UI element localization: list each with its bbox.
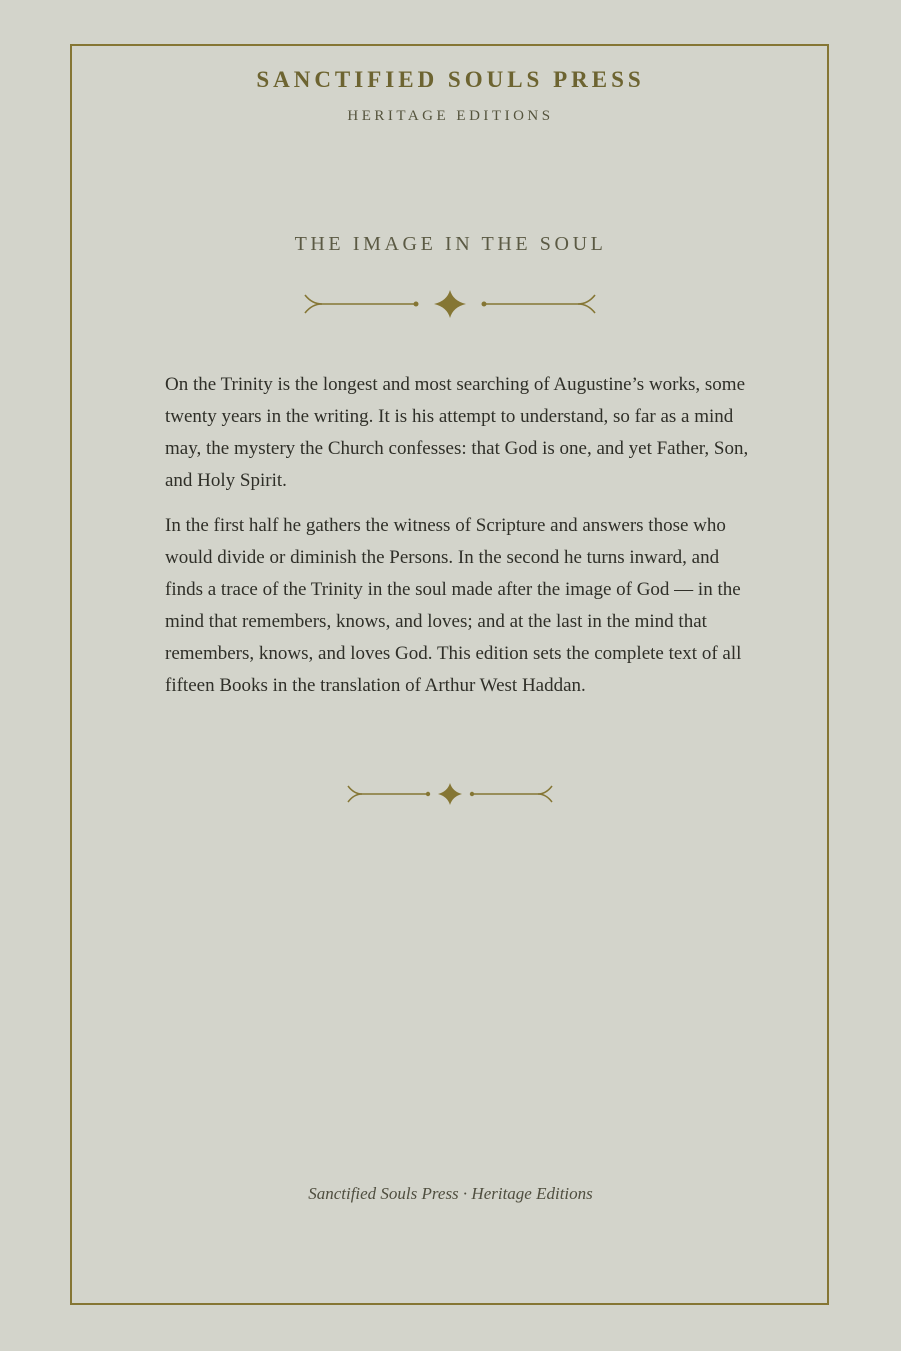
footer-text: Sanctified Souls Press · Heritage Editions xyxy=(308,1184,593,1203)
publisher-name: SANCTIFIED SOULS PRESS xyxy=(256,67,645,92)
series-name: HERITAGE EDITIONS xyxy=(347,108,554,124)
star-ornament-icon xyxy=(344,780,556,808)
description-text xyxy=(165,369,750,715)
star-ornament-icon xyxy=(300,290,600,320)
paragraph: In the first half he gathers the witness of Scripture and answers those who would divide or diminish the Persons. In the second he turns inward, and finds a trace of the Trinity in the soul made after the image of God — in the mind that remembers, knows, and loves; and at the last in the mind that remembers, knows, and loves God. This edition sets the complete text of all fifteen Books in the translation of Arthur West Haddan. xyxy=(165,515,742,696)
page-title: THE IMAGE IN THE SOUL xyxy=(294,233,607,255)
paragraph: On the Trinity is the longest and most searching of Augustine’s works, some twenty years in the writing. It is his attempt to understand, so far as a mind may, the mystery the Church confesses: that God is one, and yet Father, Son, and Holy Spirit. xyxy=(165,374,749,491)
